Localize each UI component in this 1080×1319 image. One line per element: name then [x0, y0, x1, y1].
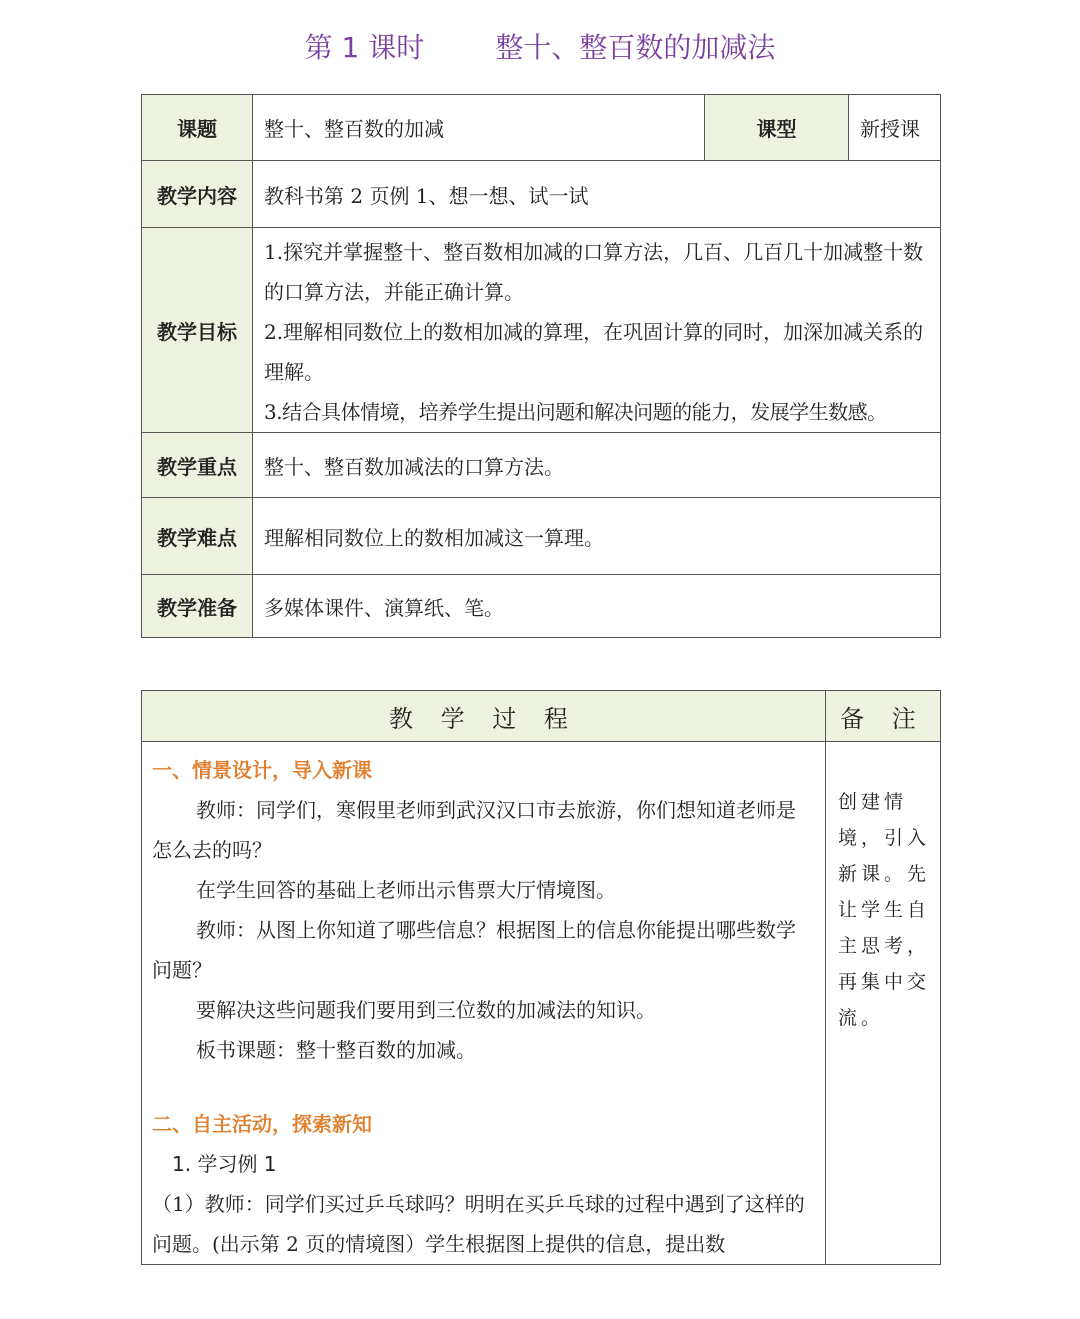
teaching-note: 创建情境，引入新课。先让学生自主思考，再集中交流。 — [826, 742, 941, 1265]
lesson-info-table — [141, 94, 941, 638]
paragraph: 在学生回答的基础上老师出示售票大厅情境图。 — [196, 878, 616, 902]
row-topic — [142, 95, 941, 161]
key-label: 教学重点 — [142, 433, 253, 498]
teaching-process-table — [141, 690, 941, 1265]
difficulty-value: 理解相同数位上的数相加减这一算理。 — [253, 498, 941, 575]
goals-label: 教学目标 — [142, 228, 253, 433]
process-body-row — [142, 742, 941, 1265]
paragraph: （1）教师：同学们买过乒乓球吗？明明在买乒乓球的过程中遇到了这样的问题。(出示第 2 页的情境图）学生根据图上提供的信息，提出数 — [152, 1192, 805, 1256]
section-title: 二、自主活动，探索新知 — [152, 1112, 372, 1136]
paragraph: 教师：同学们，寒假里老师到武汉汉口市去旅游，你们想知道老师是怎么去的吗？ — [152, 798, 796, 862]
paragraph: 教师：从图上你知道了哪些信息？根据图上的信息你能提出哪些数学问题？ — [152, 918, 796, 982]
content-label: 教学内容 — [142, 161, 253, 228]
paragraph: 板书课题：整十整百数的加减。 — [196, 1038, 476, 1062]
process-header: 教 学 过 程 — [142, 691, 826, 742]
type-value: 新授课 — [849, 95, 941, 161]
topic-label: 课题 — [142, 95, 253, 161]
row-key — [142, 433, 941, 498]
prep-value: 多媒体课件、演算纸、笔。 — [253, 575, 941, 638]
row-difficulty — [142, 498, 941, 575]
page-title: 第 1 课时 整十、整百数的加减法 — [304, 31, 776, 64]
type-label: 课型 — [705, 95, 849, 161]
row-prep — [142, 575, 941, 638]
row-goals — [142, 228, 941, 433]
process-content — [142, 742, 826, 1265]
process-header-row — [142, 691, 941, 742]
goals-list — [253, 228, 941, 433]
paragraph: 要解决这些问题我们要用到三位数的加减法的知识。 — [196, 998, 656, 1022]
subsection-title: 1. 学习例 1 — [172, 1152, 277, 1176]
difficulty-label: 教学难点 — [142, 498, 253, 575]
goal-item: 2.理解相同数位上的数相加减的算理，在巩固计算的同时，加深加减关系的理解。 — [264, 320, 924, 384]
key-value: 整十、整百数加减法的口算方法。 — [253, 433, 941, 498]
goal-item: 3.结合具体情境，培养学生提出问题和解决问题的能力，发展学生数感。 — [264, 400, 887, 424]
content-value: 教科书第 2 页例 1、想一想、试一试 — [253, 161, 941, 228]
prep-label: 教学准备 — [142, 575, 253, 638]
section-title: 一、情景设计，导入新课 — [152, 758, 372, 782]
row-content — [142, 161, 941, 228]
topic-value: 整十、整百数的加减 — [253, 95, 705, 161]
goal-item: 1.探究并掌握整十、整百数相加减的口算方法，几百、几百几十加减整十数的口算方法，并能正确计算。 — [264, 240, 924, 304]
notes-header: 备 注 — [826, 691, 941, 742]
